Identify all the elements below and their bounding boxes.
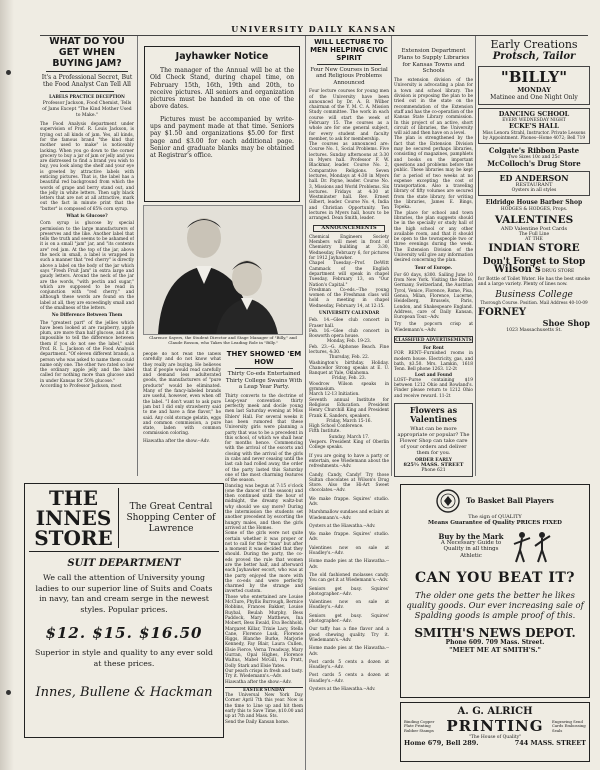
easter-title: EASTER SUNDAY [225, 687, 303, 693]
flowers-body: What can be more appropriate or popular? The Flower Shop can take care of your orders and deliver them for you. [397, 426, 470, 457]
flowers-title: Flowers as Valentines [409, 405, 458, 425]
valentine-post-cards: AND Valentine Post Cards [500, 226, 568, 233]
leap-year-body-4: Those who entertained are Louise McClure, Phyllis Burrough, Bernice Robbins, Frances Bakker, Louise Ruybal, Beulah Murphy, Bess Paddock, Mary Matthews, Ina Mobert, Bess Ewald, Eva Bechhold, Margaret Killar, Trixie Lacy, Stella Cane, Florence Lusk, Florence Riggs, Blanche Burke, Marjorie Kennedy, Fay Blair, Laura Cullen, Elsie Fierce, Verna Treadway, Mary Gurran, Opal Highes, Florence Waltus, Mabel McGill, Iva Pratt, Dolly Stark and Elsie Yates. [225, 594, 303, 669]
extension-body-2: The plan is strengthened by the fact that the Extension Division may be secured perhaps libraries, consisting of magazines, pamphlets and books on the important questions and problems before the public. These libraries may be kept for a period of two weeks at no expense excepting the cost of transportation. Also a traveling library of fifty volumes are secured from the state library, for writing the libraries, James E. Bings, Topeka. [394, 136, 473, 211]
colgate-sub: Two Sizes 10c and 25c [508, 155, 560, 161]
extension-body: The extension division of the University is advocating a plan for a town and school library. The division is proposing the plan to be tried out in the state on the recommendation of the Extension staff and has the co-operation of the Kansas State Library commission. In this project of an active, short circuit of libraries, the University will aid and then have on a level. [394, 78, 473, 137]
column-rule [391, 36, 392, 476]
notice-paragraph: The manager of the Annual will be at the Old Check Stand, during chapel time, on February 15th, 16th, 19th and 20th, to receive pictures. All seniors and organization pictures must be handed in on one of the above dates. [150, 67, 294, 111]
calendar-item: Feb. 14.--Glee club concert in Fraser hall. [309, 318, 389, 329]
ecke-hall: ECKE'S HALL [508, 122, 559, 131]
calendar-item: Sunday, March 17. [328, 434, 370, 440]
column-rule [305, 36, 306, 770]
jam-lede: Professor Jackson, Food Chemist, Tells of Jams Except "The Kind Mother Used to Make." [42, 101, 132, 119]
classified-ad: Home made pies at the Hiawatha.--Adv. [309, 646, 389, 657]
dancing-sub: EVERY WEDNESDAY NIGHT [502, 118, 566, 123]
jam-body-3: The "greatest part" of the jellies which have been looked at are raspberry, apple plum, are more than half glucose, and it is impossible to tell the difference between them if you do not see the label," said Prof. R. L. Jackson of the Food Analysis department. "Of eleven different brands, a person who was asked to name them could name only one. The other two rated so low the ordinary apple jelly and the label called for nothing more than glucose and in under Kansas for 50% glucose." [40, 320, 134, 384]
classified-ad: Send the Daily Kansan home. [225, 719, 290, 725]
calendar-item: Feb. 23.--G. Alphonse Beach. Fine lectures, 4:30. [309, 344, 389, 355]
innes-store-name: THE INNES STORE [29, 488, 119, 548]
page-binding [0, 0, 14, 770]
classified-ad: Valentines now on sale at Hoadley's.--Adv. [309, 545, 389, 557]
quality-sign: The sign of QUALITY [468, 514, 522, 520]
jam-continued-body: people do not read the labels carefully and do not know what they really are buying. He believes that if people would read carefully and demand less adulterated goods, the manufacturers of "pure products" would be eliminated. Many of the fancy-labeled brands are useful, however, even when off the label. "I don't want to ask pure jam but I did only strawberry said to me and have a fine flavor," he said. Any cold storage gelatin, eggs and common commission, a pure state, laden with common commission coloring. [143, 352, 221, 437]
jam-body: The Food Analysis department under supervision of Prof. R. Louis Jackson, is trying out all kinds of jam. Yes, all kinds, for the famous brand "the kind that mother used to make" is noticeably lacking. When you go down to the corner grocery to buy a jar of jam or jelly and you are distressed to find a brand you wish to buy, you look along the shelf and your eye is greeted by attractive labels with enticing pictures. That is, the label has a beautiful red background from which the words of grape and berry stand out, and the jelly in white letters. Then ugly black letters that are not at all attractive, mark out the fact in minute print that the "butter" is composed of 65% corn syrup. [40, 122, 134, 212]
announcement-item: Freshman Co-eds.--The young women of the Freshman class will hold a meeting in chapel Wednesday, February 14, at 12:15. [309, 287, 389, 309]
classified-ad: Seniors get busy. Squires' photographer.--Adv. [309, 586, 389, 597]
colgate-title: Colgate's Ribbon Paste [488, 145, 580, 155]
classified-ad: Oysters at the Hiawatha.--Adv. [309, 687, 376, 693]
calendar-item: Friday, March 15-16. [326, 418, 372, 424]
leap-year-article [225, 350, 303, 760]
alrich-phone: Home 679, Bell 289. [404, 739, 479, 748]
innes-tagline: The Great Central Shopping Center of Lawrence [126, 501, 216, 534]
classified-ad: Our peach crisps in fresh and tasty. Try it. Wiedemann's.--Adv. [225, 668, 303, 680]
alrich-house: "The House of Quality" [468, 735, 522, 740]
alrich-binding: Binding Copper Plate Printing Rubber Stamps [404, 718, 435, 733]
classified-ad: Post cards 5 cents a dozen at Hoadley's.--Adv. [309, 659, 389, 671]
ads-column [478, 38, 590, 478]
alrich-printing-ad [400, 702, 590, 762]
notice-title: Jayhawker Notice [175, 51, 269, 62]
calendar-item: Seventh annual Institute for Religious Education. President Henry Churchill King and President Frank K. Sanders, speakers. [309, 397, 389, 419]
jam-subhead: It's a Professional Secret, But the Food Analyst Can Tell All [41, 74, 133, 89]
lost-found-ad: LOST--Purse containing $19 between 1212 Ohio and Rowland's. Finder please return to 1212 Ohio and receive reward. 11-2t [394, 377, 473, 399]
meet-me: "MEET ME AT SMITH'S." [449, 645, 541, 654]
extension-headline: Extension Department Plans to Supply Libraries for Kansas Towns and Schools [397, 48, 470, 75]
innes-body-2: Superior in style and quality to any ever sold at these prices. [35, 648, 213, 668]
classified-ad: Try the popcorn crisp at Wiedemann's.--Adv. [394, 322, 473, 333]
indian-at-the: AT THE [525, 237, 543, 243]
forney-address: 1023 Massachusetts St. [506, 327, 562, 333]
tour-body: For 60 days, $300. Sailing June 10 from New York. Visiting the Rhine, Germany, Switzerland, the Austrian Tyrol, Venice, Florence, Rome, Pisa, Genoa, Milan, Florence, Lucerne, Heidelberg, Brussels, Paris, London, and Shakespeare England. Address, care of Daily Kansan, European Tour.--Adv. [394, 272, 473, 321]
lecture-body-2: The courses as announced are: Course No. 1, Social Problems. Five lectures. Sunday afternoons at 3:30 in Myers hall. Professor F. W. Blackmar, leader. Course No. 2, Comparative Religions. Seven lectures, Mondays at 4:30 in Myers hall. Dr. Payne, leader. Course No. 3, Missions and World Problems. Six lectures. Fridays at 4:30 at Westminster hall. Rev. Ernest Gilbert, leader. Course No. 4, India and Christian Opportunity. Ten lectures in Myers hall, hours to be arranged. Dean Smith, leader. [309, 142, 389, 222]
eldridge-barber: Eldridge House Barber Shop [485, 199, 583, 207]
classified-title: CLASSIFIED ADVERTISEMENTS [395, 337, 472, 343]
classified-ad: Hiawatha after the show.--Adv. [225, 679, 292, 685]
wilsons-drug-store: DRUG STORE [542, 269, 575, 275]
jam-what-is: What is Glucose? [66, 214, 108, 220]
photo-caption: Clarence Sayers, the Student Director and Stage Manager of "Billy," and Claude Rosson, who Takes the Leading Role in "Billy." [149, 336, 297, 345]
extension-column [394, 38, 473, 478]
leap-year-body-2: Dancing was begun at 7:15 o'clock (one the dancer of the season) and then continued until the hour of midnight, the dreamy waltz-but why should we say more? During the intermission the students set another precedent by escorting the hungry males, and then the girls arrived at the Homes. [225, 483, 303, 531]
forney-shoe-shop: Shoe Shop [542, 317, 590, 328]
notice-paragraph: Pictures must be accompanied by write-ups and payment made at that time. Seniors pay $1.50 and organizations $5.00 for first page and $3.00 for each additional page. Senior and graduate blanks may be obtained at Registrar's office. [150, 115, 294, 160]
alrich-engraving: Engraving Send Cards Embossing Seals [552, 718, 586, 733]
flowers-phone: Phone 621 [421, 468, 446, 474]
calendar-item: Monday, Feb. 19-23. [326, 339, 372, 345]
dont-forget: Don't Forget to Stop [482, 257, 586, 268]
billy-time: Matinee and One Night Only [490, 94, 578, 101]
leap-year-body-3: Some of the girls were not quite certain whether it was proper or not to call for their "man" but after a moment it was decided that they should. During the party, the co-eds proved the rule that women are the better half, and afterward each Jayhawker escort, who was at the party enjoyed the more with the co-eds and were perfectly charmed by the strange and inverted custom. [225, 531, 303, 595]
leap-year-subhead: Thirty Co-eds Entertained Thirty College Swains With a Leap Year Party. [225, 371, 303, 390]
anderson-ad [478, 171, 590, 196]
easter-body: The Universal New York Day Corner April 7th this year. Now is the time to Line up and hit them early this to Save Time, $10.00 and up at 7th and Mass. Sts. [225, 693, 303, 720]
innes-store-ad [24, 483, 224, 738]
spalding-seal-icon [436, 489, 460, 513]
leap-year-headline: THEY SHOWED 'EM HOW [226, 350, 302, 366]
wilsons-name: Wilson's [493, 264, 541, 276]
binding-hole [6, 70, 11, 75]
classified-ad: Seniors get busy. Squires' photographer.--Adv. [309, 613, 389, 625]
business-college: Business College [495, 289, 573, 300]
alrich-printing: PRINTING [446, 717, 544, 735]
candy-ad: Candy, Candy, Candy! Try those Sultan chocolates at Wilson's Drug Store. Also the Hi-Art Sweet chocolates.--Adv. [309, 472, 389, 494]
buy-by-mark: Buy by the Mark [438, 532, 504, 542]
jam-body-2: Corn syrup is glucose by special permission to the large manufacturers of preserves and the like. Another label that tells the truth and seems to be ashamed of it is on a small "jam" jar, and "its contents are" red jam. At the top of the jar, above the neck in small, a label is wrapped in such a manner that "red cherry" is directly above a label on the body of the jar which says "Fresh Fruit Jam" in extra large and gaudy letters. Around the neck of the jar are the words, "with pectin and sugar," which are supposed to be read in conjunction with "red cherry," and although these words are found on the label at all, they are exceedingly small and of the smallness of the letters. [40, 221, 134, 312]
dancing-title: DANCING SCHOOL [498, 109, 570, 118]
calendar-item: Feb. 16.--Glee club concert in Bosworth opera house. [309, 328, 389, 340]
quality-means: Means Guarantee of Quality PRICES FIXED [428, 520, 562, 527]
lost-found-title: Lost and Found [414, 372, 453, 378]
lecture-body: Four lecture courses for young men of the University have been announced by Dr. A. B. Wilber chairman of the Y. M. C. A. Mission Study committee. The work in each course will start the week of February 15. The courses as a whole are for one general subject, for every student and faculty member, to ask for membership. [309, 89, 389, 142]
flower-shop-ad [394, 403, 473, 477]
classified-ad: We make frappe. Squires' studio. Adv. [309, 532, 389, 543]
announcement-item: Chapel Tuesday.--Prof. DeWitt Cammack of the English department will speak in chapel Tuesday, February 13, on "Our Nation's Capital." [309, 261, 389, 288]
smiths-news-depot-ad [400, 484, 590, 698]
classified-ad: Hiawatha after the show.--Adv. [143, 438, 210, 444]
flowers-order: ORDER EARLY [414, 458, 453, 464]
suit-department: SUIT DEPARTMENT [67, 558, 181, 569]
lecture-headline: WILL LECTURE TO MEN HELPING CIVIC SPIRIT [310, 38, 388, 62]
calendar-item: Friday, Feb. 23. [332, 376, 366, 382]
jam-article [40, 36, 134, 478]
lecture-column [309, 38, 389, 760]
calendar-item: Fifth Institute. [309, 429, 341, 435]
anderson-oysters: Oysters in all styles [511, 188, 557, 194]
anderson-restaurant: RESTAURANT [515, 181, 553, 188]
calendar-item: Washington's birthday. Holiday. Chancellor Strong speaks at E. U. Banquet at Yale, Oklahoma. [309, 360, 389, 377]
innes-signature: Innes, Bullene & Hackman [35, 685, 213, 700]
mccolloch-drug-store: McColloch's Drug Store [487, 159, 581, 169]
wilsons-body: for Bottle of Toilet Water. He has the best smoke and a large variety. Plenty of lines now. [478, 276, 590, 288]
athletes-icon [510, 530, 554, 564]
classified-ad: Home made pies at the Hiawatha.--Adv. [309, 559, 389, 570]
indian-store: INDIAN STORE [488, 242, 580, 255]
ecke-body: Miss Lenora Strahl, Instructor. Private Lessons by Appointment. Phones--Home 4072; Bell 719 [482, 130, 586, 141]
billy-title: "BILLY" [500, 68, 568, 86]
jam-kicker: LABELS PRACTICE DECEPTION [49, 93, 125, 99]
eldridge-props: HODGES & HODGES, Props. [500, 206, 568, 212]
column-rule [137, 36, 138, 476]
classified-ad: Our taffy has a fine flavor and a good chewing quality. Try it. Wiedemann's.--Adv. [309, 627, 389, 643]
smith-store-name: SMITH'S NEWS DEPOT. [414, 625, 576, 640]
classified-ad: Valentines now on sale at Hoadley's.--Adv. [309, 600, 389, 611]
calendar-title: UNIVERSITY CALENDAR [318, 311, 380, 316]
billy-day: MONDAY [517, 86, 551, 94]
flowers-address: 825½ MASS. STREET [403, 462, 464, 469]
calendar-item: High School Conference. [309, 424, 364, 430]
smith-store-address: Phone 609. 709 Mass. Street. [445, 638, 545, 646]
innes-prices: $12. $15. $16.50 [45, 624, 203, 642]
for-rent-ad: FOR RENT--Furnished rooms in modern house. Electricity, gas, and bath, $3.50. Mrs. Lamkin, 1618 Tenn. Bell phone 1263. 12-2t [394, 351, 473, 373]
calendar-item: Woodrow Wilson speaks in gymnasium. [309, 381, 389, 393]
calendar-item: Thursday, Feb. 22. [328, 355, 370, 361]
binding-hole [6, 690, 11, 695]
basket-ball-title: To Basket Ball Players [466, 496, 554, 505]
masthead: UNIVERSITY DAILY KANSAN [40, 24, 588, 36]
early-creations: Early Creations [490, 38, 578, 51]
valentines-title: VALENTINES [494, 214, 574, 227]
jam-difference: No Difference Between Them [51, 313, 123, 319]
protsch-tailor: Protsch, Tailor [492, 51, 576, 62]
classified-ad: Post cards 5 cents a dozen at Hoadley's.--Adv. [309, 673, 389, 684]
classified-ad: Oysters at the Hiawatha.--Adv. [309, 523, 376, 529]
buy-body: A Necessary Guide to Quality in all things Athletic [440, 539, 502, 559]
smith-body: The older one gets the better he likes quality goods. Our ever increasing sale of Spalding goods is ample proof of this. [406, 589, 584, 620]
innes-body: We call the attention of University young ladies to our superior line of Suits and Coats in navy, tan and cream serge in the newest styles. Popular prices. [35, 573, 213, 614]
leap-year-body: Thirty converts to the doctrine of Leap-year convention thirty perfectly meek and docile young men last Saturday evening at Miss Ehlers' Hall. For several weeks it has been rumored that these University girls were planning a party that was to be a precedent in this school, of which we shall hear for months hence. Commencing with the arrival of the escorts and closing with the arrival of the girls in cabs and never ceasing until the last cab had rolled away, the order of the party lasted this Saturday one of the most charming features of the season. [225, 393, 303, 484]
jam-headline: WHAT DO YOU GET WHEN BUYING JAM? [49, 36, 125, 69]
billy-ad [478, 66, 590, 105]
for-rent-title: For Rent [423, 346, 444, 352]
announcement-item: Chemical Engineers Society Members will meet in front of Chemistry building at 3:30, Wednesday, February 6, for pictures for 1912 Jayhawker. [309, 234, 389, 262]
forney-name: FORNEY [478, 306, 527, 318]
can-you-beat-it: CAN YOU BEAT IT? [414, 569, 575, 586]
lecture-subhead: Four New Courses in Social and Religious Problems Announced [310, 67, 388, 86]
calendar-item: March 12-13 Initiation. [309, 392, 360, 398]
anderson-name: ED ANDERSON [499, 172, 569, 183]
dancing-school-ad [478, 108, 590, 144]
tour-title: Tour of Europe. [414, 265, 453, 271]
calendar-item: Vespers. President King of Oberlin College speaks. [309, 440, 389, 451]
extension-body-3: The place for school and town libraries, the plan suggests should be in the specially or study hall of the high school or any other available room, and that it should be open to the townspeople two or three evenings during the week. The Extension Division of the University will give any information desired concerning the plan. [394, 210, 473, 264]
classified-ad: Marshmallow sundaes and eclairs at Wiedemann's.--Adv. [309, 510, 389, 521]
portrait-illustration [144, 206, 302, 334]
classified-ad: The old fashioned molasses candy. You can get it at Wiedemann's.--Adv. [309, 572, 389, 584]
classified-ad: We make frappe. Squires' studio. Adv. [309, 496, 389, 507]
alrich-address: 744 MASS. STREET [514, 739, 586, 748]
valentine-sub: The Full Line [518, 232, 550, 238]
jam-ending: According to Professor Jackson, most [40, 384, 122, 390]
alrich-name: A. G. ALRICH [457, 706, 533, 717]
jayhawker-notice [144, 46, 300, 202]
portrait-photo [143, 205, 303, 335]
party-ad: If you are going to have a party or entertain, see Wiedemann about the refreshments.--Adv. [309, 453, 389, 470]
announcements-title: ANNOUNCEMENTS [313, 225, 385, 232]
jam-continuation [143, 352, 221, 468]
column-rule [475, 36, 476, 476]
business-college-sub: Thorough Course. Position. Mail Address 40-10-09 [480, 299, 588, 305]
